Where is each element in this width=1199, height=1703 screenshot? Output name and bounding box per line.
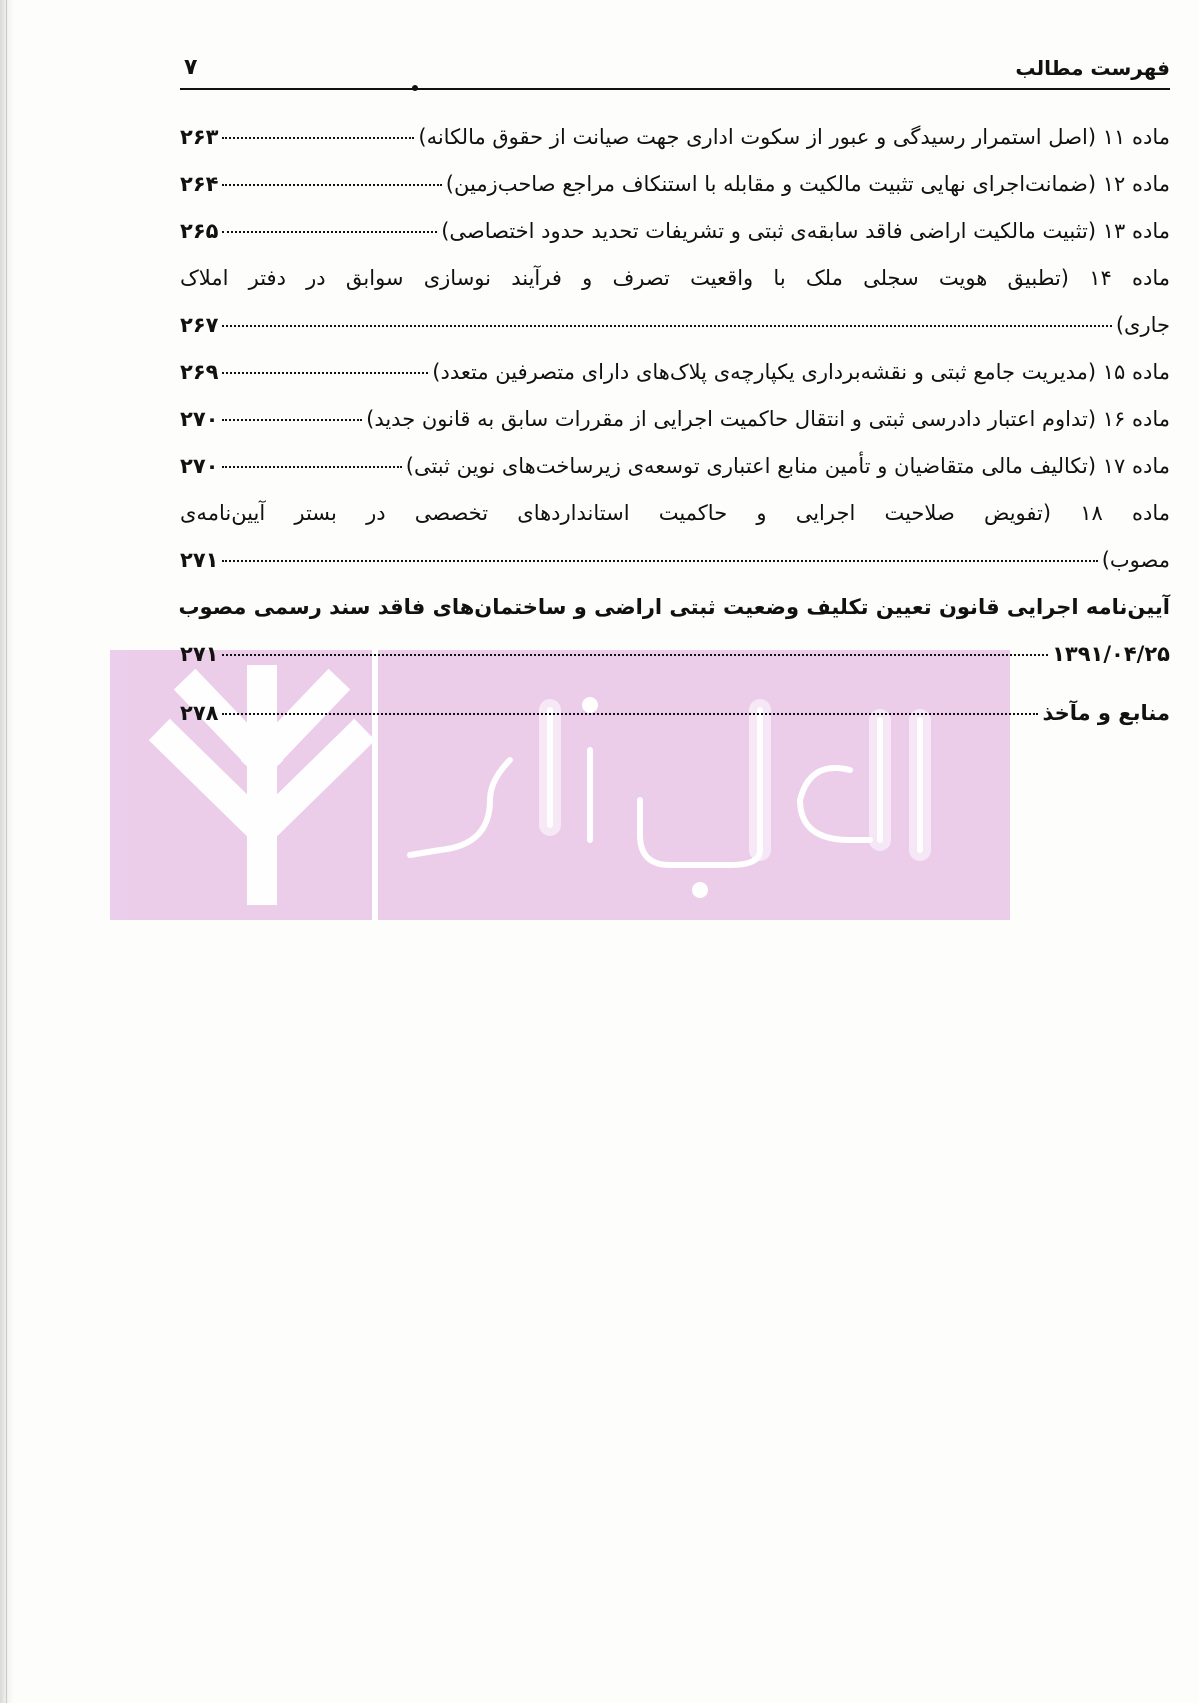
toc-entry-text: منابع و مآخذ — [1042, 701, 1170, 725]
toc-entry-text: ماده ۱۲ (ضمانت‌اجرای نهایی تثبیت مالکیت و مقابله با استنکاف مراجع صاحب‌زمین) — [445, 172, 1170, 196]
toc-leader-dots — [222, 713, 1038, 715]
page-number: ۷ — [184, 55, 198, 80]
page-scan-edge-line — [6, 0, 7, 1703]
toc-entry-page: ۲۶۷ — [180, 313, 219, 337]
table-of-contents — [180, 114, 1170, 737]
toc-spacer — [180, 678, 1170, 690]
toc-entry-regulation-continued — [180, 631, 1170, 678]
toc-entry-article-14 — [180, 255, 1170, 302]
toc-entry-article-15 — [180, 349, 1170, 396]
toc-entry-regulation — [180, 584, 1170, 631]
page-scan-edge — [0, 0, 14, 1703]
toc-entry-text: ماده ۱۵ (مدیریت جامع ثبتی و نقشه‌برداری یکپارچه‌ی پلاک‌های دارای متصرفین متعدد) — [432, 360, 1170, 384]
toc-entry-article-17 — [180, 443, 1170, 490]
toc-entry-text: ماده ۱۶ (تداوم اعتبار دادرسی ثبتی و انتقال حاکمیت اجرایی از مقررات سابق به قانون جدید) — [366, 407, 1170, 431]
toc-entry-page: ۲۶۹ — [180, 360, 219, 384]
toc-entry-page: ۲۶۴ — [180, 172, 219, 196]
toc-entry-page: ۲۷۱ — [180, 548, 219, 572]
page-title: فهرست مطالب — [1015, 56, 1170, 80]
toc-leader-dots — [222, 325, 1111, 327]
toc-entry-page: ۲۷۰ — [180, 407, 219, 431]
toc-leader-dots — [222, 419, 362, 421]
toc-entry-article-12 — [180, 161, 1170, 208]
toc-entry-article-18-continued — [180, 537, 1170, 584]
toc-entry-references — [180, 690, 1170, 737]
toc-entry-text: آیین‌نامه اجرایی قانون تعیین تکلیف وضعیت ثبتی اراضی و ساختمان‌های فاقد سند رسمی مصوب — [178, 595, 1170, 619]
header-rule-dot — [412, 85, 418, 91]
toc-entry-article-13 — [180, 208, 1170, 255]
toc-entry-article-16 — [180, 396, 1170, 443]
toc-entry-text: ماده ۱۳ (تثبیت مالکیت اراضی فاقد سابقه‌ی ثبتی و تشریفات تحدید حدود اختصاصی) — [441, 219, 1170, 243]
toc-entry-page: ۲۷۱ — [180, 642, 219, 666]
toc-entry-page: ۲۶۵ — [180, 219, 219, 243]
toc-leader-dots — [222, 184, 441, 186]
toc-leader-dots — [222, 654, 1048, 656]
page-header — [180, 38, 1170, 90]
toc-entry-page: ۲۷۸ — [180, 701, 219, 725]
toc-entry-text: ماده ۱۱ (اصل استمرار رسیدگی و عبور از سکوت اداری جهت صیانت از حقوق مالکانه) — [418, 125, 1170, 149]
toc-entry-text: ماده ۱۷ (تکالیف مالی متقاضیان و تأمین منابع اعتباری توسعه‌ی زیرساخت‌های نوین ثبتی) — [405, 454, 1170, 478]
toc-entry-page: ۲۶۳ — [180, 125, 219, 149]
toc-entry-text: ماده ۱۴ (تطبیق هویت سجلی ملک با واقعیت تصرف و فرآیند نوسازی سوابق در دفتر املاک — [180, 266, 1171, 290]
toc-entry-article-18 — [180, 490, 1170, 537]
toc-leader-dots — [222, 560, 1097, 562]
toc-leader-dots — [222, 231, 437, 233]
toc-entry-text: ماده ۱۸ (تفویض صلاحیت اجرایی و حاکمیت استانداردهای تخصصی در بستر آیین‌نامه‌ی — [180, 501, 1170, 525]
toc-entry-text: ۱۳۹۱/۰۴/۲۵ — [1052, 642, 1170, 666]
toc-leader-dots — [222, 372, 428, 374]
toc-leader-dots — [222, 466, 401, 468]
toc-leader-dots — [222, 137, 414, 139]
document-page — [180, 38, 1170, 737]
toc-entry-article-14-continued — [180, 302, 1170, 349]
toc-entry-article-11 — [180, 114, 1170, 161]
toc-entry-text: مصوب) — [1101, 548, 1170, 572]
toc-entry-page: ۲۷۰ — [180, 454, 219, 478]
toc-entry-text: جاری) — [1115, 313, 1170, 337]
